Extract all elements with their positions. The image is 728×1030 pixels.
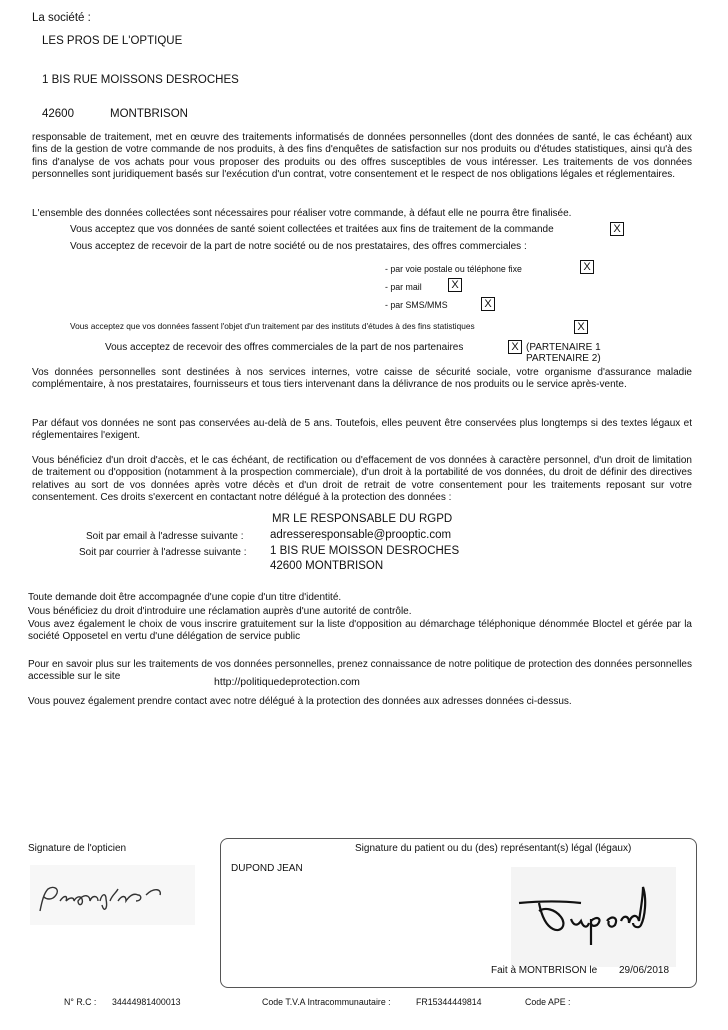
dpo-city: 42600 MONTBRISON xyxy=(270,560,384,572)
more-info-paragraph: Pour en savoir plus sur les traitements de vos données personnelles, prenez connaissance de notre politique de protection des données personnelles accessible sur le site xyxy=(28,659,692,683)
consent-statistics-checkbox[interactable]: X xyxy=(574,320,588,334)
contact-text: Vous pouvez également prendre contact avec notre délégué à la protection des données aux adresses données ci-dessus. xyxy=(28,696,572,707)
bloctel-paragraph: Vous avez également le choix de vous inscrire gratuitement sur la liste d'opposition au démarchage téléphonique dénommée Bloctel et gérée par la société Opposetel en vertu d'une délégation de service public xyxy=(28,619,692,643)
consent-postal-checkbox[interactable]: X xyxy=(580,260,594,274)
company-city: MONTBRISON xyxy=(110,108,188,120)
dpo-name: MR LE RESPONSABLE DU RGPD xyxy=(272,513,453,525)
patient-signature-box xyxy=(220,838,697,988)
rc-value: 34444981400013 xyxy=(112,997,181,1007)
identity-text: Toute demande doit être accompagnée d'une copie d'un titre d'identité. xyxy=(28,592,342,603)
company-postal-code: 42600 xyxy=(42,108,74,120)
necessary-data-text: L'ensemble des données collectées sont nécessaires pour réaliser votre commande, à défaut elle ne pourra être finalisée. xyxy=(32,208,572,219)
company-name: LES PROS DE L'OPTIQUE xyxy=(42,35,183,47)
company-address: 1 BIS RUE MOISSONS DESROCHES xyxy=(42,74,239,86)
consent-commercial-label: Vous acceptez de recevoir de la part de notre société ou de nos prestataires, des offres commerciales : xyxy=(70,241,527,252)
patient-signature-label: Signature du patient ou du (des) représentant(s) légal (légaux) xyxy=(355,843,632,854)
ape-label: Code APE : xyxy=(525,997,571,1007)
patient-name: DUPOND JEAN xyxy=(231,863,303,874)
partners-list-line2: PARTENAIRE 2) xyxy=(526,353,601,364)
policy-link[interactable]: http://politiquedeprotection.com xyxy=(214,676,360,688)
optician-signature-image xyxy=(30,865,195,925)
signature-date: 29/06/2018 xyxy=(619,965,670,976)
consent-mail-checkbox[interactable]: X xyxy=(448,278,462,292)
recipients-paragraph: Vos données personnelles sont destinées à nos services internes, votre caisse de sécurité sociale, votre organisme d'assurance maladie complémentaire, à nos prestataires, fournisseurs et tous tiers intervenant dans la délivrance de nos produits ou le service après-vente. xyxy=(32,367,692,391)
partners-list-line1: (PARTENAIRE 1 xyxy=(526,342,601,353)
done-at-label: Fait à MONTBRISON le xyxy=(491,965,598,976)
rights-paragraph: Vous bénéficiez d'un droit d'accès, et le cas échéant, de rectification ou d'effacement de vos données à caractère personnel, d'un droit de limitation de traitement ou d'opposition (notamment à la prospection commerciale), d'un droit à la portabilité de vos données, du droit de définir des directives relatives au sort de vos données après votre décès et d'un droit de retrait de votre consentement pour les traitements reposant sur votre consentement. Ces droits s'exercent en contactant notre délégué à la protection des données : xyxy=(32,455,692,504)
consent-postal-label: - par voie postale ou téléphone fixe xyxy=(385,264,522,274)
consent-health-label: Vous acceptez que vos données de santé soient collectées et traitées aux fins de traitement de la commande xyxy=(70,224,554,235)
dpo-mail-label: Soit par courrier à l'adresse suivante : xyxy=(79,547,247,558)
consent-mail-label: - par mail xyxy=(385,282,422,292)
dpo-email-link[interactable]: adresseresponsable@prooptic.com xyxy=(270,529,452,541)
consent-sms-checkbox[interactable]: X xyxy=(481,297,495,311)
consent-sms-label: - par SMS/MMS xyxy=(385,300,448,310)
complaint-text: Vous bénéficiez du droit d'introduire une réclamation auprès d'une autorité de contrôle. xyxy=(28,606,412,617)
tva-value: FR15344449814 xyxy=(416,997,482,1007)
consent-partners-checkbox[interactable]: X xyxy=(508,340,522,354)
company-label: La société : xyxy=(32,12,91,24)
retention-paragraph: Par défaut vos données ne sont pas conservées au-delà de 5 ans. Toutefois, elles peuvent être conservées plus longtemps si des textes légaux et réglementaires l'exigent. xyxy=(32,418,692,442)
intro-paragraph: responsable de traitement, met en œuvre des traitements informatisés de données personnelles (dont des données de santé, le cas échéant) aux fins de la gestion de votre commande de nos produits, à des fins d'enquêtes de satisfaction sur nos produits ou d'études statistiques, ainsi qu'à des fins d'analyse de vos achats pour vous proposer des produits ou des offres susceptibles de vous intéresser. Les traitements de vos données personnelles sont juridiquement basés sur l'exécution d'un contrat, votre consentement et le respect de nos obligations légales et réglementaires. xyxy=(32,132,692,181)
consent-statistics-label: Vous acceptez que vos données fassent l'objet d'un traitement par des instituts d'études à des fins statistiques xyxy=(70,321,475,331)
consent-partners-label: Vous acceptez de recevoir des offres commerciales de la part de nos partenaires xyxy=(105,342,464,353)
dpo-street: 1 BIS RUE MOISSON DESROCHES xyxy=(270,545,460,557)
patient-signature-image[interactable] xyxy=(511,867,676,967)
optician-signature-label: Signature de l'opticien xyxy=(28,843,127,854)
dpo-email-label: Soit par email à l'adresse suivante : xyxy=(86,531,244,542)
tva-label: Code T.V.A Intracommunautaire : xyxy=(262,997,391,1007)
rc-label: N° R.C : xyxy=(64,997,97,1007)
consent-health-checkbox[interactable]: X xyxy=(610,222,624,236)
